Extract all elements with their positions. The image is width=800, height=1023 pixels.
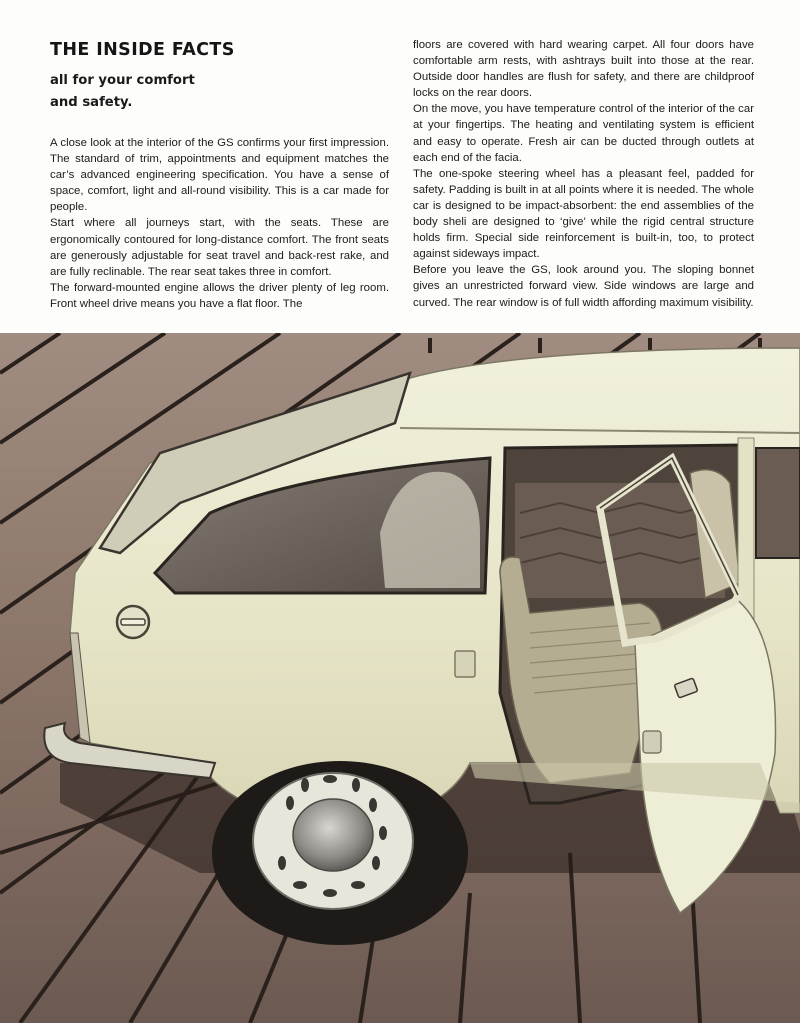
wheel [212, 761, 468, 945]
body-paragraph: On the move, you have temperature control of the interior of the car at your fingertips. The heating and ventilating system is efficient and easy to operate. Fresh air can be ducted through outlets at each end of the facia. [413, 103, 754, 164]
subtitle-line: and safety. [50, 95, 133, 110]
car-photo-illustration [0, 333, 800, 1023]
right-text-column [413, 37, 754, 311]
door-lock-plate [643, 731, 661, 753]
page-subtitle [50, 70, 250, 114]
body-paragraph: Before you leave the GS, look around you. The sloping bonnet gives an unrestricted forward view. Side windows are large and curved. The rear window is of full width affording maximum visibility. [413, 264, 754, 309]
body-paragraph: floors are covered with hard wearing carpet. All four doors have comfortable arm rests, with ashtrays built into those at the rear. Outside door handles are flush for safety, and there are childproof locks on the rear doors. [413, 39, 754, 100]
body-paragraph: Start where all journeys start, with the seats. These are ergonomically contoured for long-distance comfort. The front seats are generously adjustable for seat travel and back-rest rake, and are fully reclinable. The rear seat takes three in comfort. [50, 217, 389, 278]
fuel-cap-icon [117, 606, 149, 638]
body-paragraph: A close look at the interior of the GS confirms your first impression. The standard of trim, appointments and equipment matches the car’s advanced engineering specification. You have a sense of space, comfort, light and all-round visibility. This is a car made for people. [50, 137, 389, 214]
subtitle-line: all for your comfort [50, 73, 195, 88]
page-title: THE INSIDE FACTS [50, 40, 235, 60]
text-section [0, 0, 800, 333]
door-hinge [455, 651, 475, 677]
next-door-window [756, 448, 800, 558]
hubcap [293, 799, 373, 871]
body-paragraph: The forward-mounted engine allows the driver plenty of leg room. Front wheel drive means you have a flat floor. The [50, 281, 389, 310]
left-text-column [50, 135, 389, 312]
body-paragraph: The one-spoke steering wheel has a pleasant feel, padded for safety. Padding is built in at all points where it is needed. The whole car is designed to be impact-absorbent: the end assemblies of the body sheli are designed to ‘give’ while the rigid central structure holds firm. Special side reinforcement is built-in, too, to protect against sideways impact. [413, 167, 754, 261]
car-photo [0, 333, 800, 1023]
